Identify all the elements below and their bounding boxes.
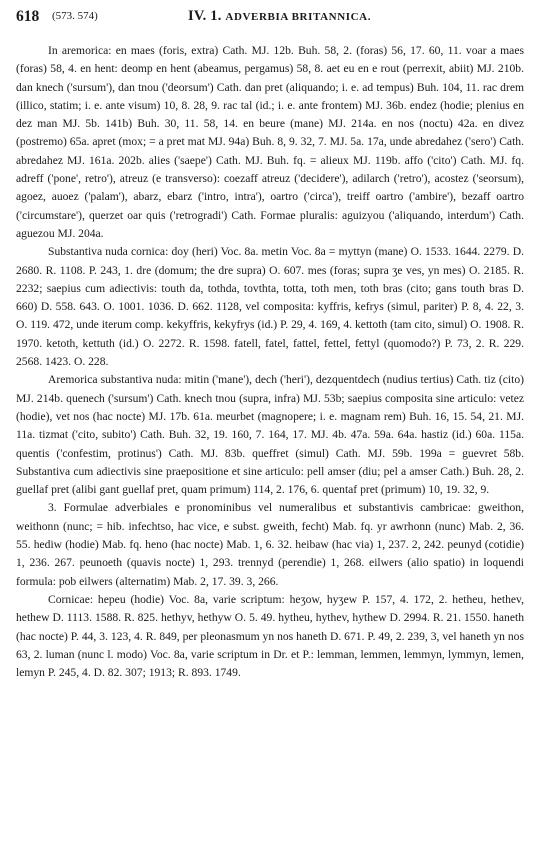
paragraph-aremorica-substantives: Aremorica substantiva nuda: mitin ('mane'), dech ('heri'), dezquentdech (nudius tertius) Cath. tiz (cito) MJ. 214b. quenech ('sursum') Cath. knech tnou (supra, infra) MJ. 53b; saepius composita sine articulo: vetez (hodie), vet nos (hac nocte) MJ. 17b. 61a. meurbet (magnopere; i. e. magnam rem) Buh. 16, 15. 54, 21. MJ. 11a. tizmat ('cito, subito') Cath. Buh. 32, 19. 160, 7. 164, 17. MJ. 4b. 47a. 59a. 64a. hastiz (id.) 60a. 115a. quentis ('confestim, protinus') Cath. MJ. 83b. queffret (simul) Cath. MJ. 59b. 199a = guevret 58b. Substantiva cum adiectivis sine praepositione et sine articulo: pell amser (diu; pel a amser Cath.) Buh. 28, 2. guellaf pret (alibi gant guellaf pret, quam primum) 114, 2. 176, 6. quentaf pret (primum) 10, 19. 32, 9. [16, 373, 524, 497]
column-reference: (573. 574) [52, 10, 98, 22]
running-title [188, 8, 371, 25]
paragraph-cambrian-formulae: 3. Formulae adverbiales e pronominibus vel numeralibus et substantivis cambricae: gweithon, weithonn (nunc; = hib. infechtso, hac vice, e subst. gweith, fecht) Mab. fq. yr awrhonn (nunc) Mab. 2, 36. 55. hediw (hodie) Mab. fq. heno (hac nocte) Mab. 1, 6. 32. heibaw (hac via) 1, 237. 2, 242. peunyd (cotidie) 1, 236. 267. peunoeth (quavis nocte) 1, 293. trennyd (perendie) 1, 268. eilwers (alio spatio) in loquendi formula: pob eilwers (alternatim) Mab. 2, 17. 39. 3, 266. [16, 501, 524, 588]
paragraph-cornish-substantives: Substantiva nuda cornica: doy (heri) Voc. 8a. metin Voc. 8a = myttyn (mane) O. 1533. 1644. 2279. D. 2680. R. 1108. P. 243, 1. dre (domum; the dre supra) O. 607. mes (foras; supra ʒe ves, yn mes) O. 2185. R. 2232; saepius cum adiectivis: touth da, tothda, tovthta, totta, toth men, toth bras (cito; gans touth bras D. 660) D. 558. 643. O. 1001. 1036. D. 662. 1128, vel composita: kyffris, kefrys (simul, pariter) P. 8, 4. 22, 3. O. 119. 472, unde iterum comp. kekyffris, kekyfrys (id.) P. 29, 4. 169, 4. kettoth (tam cito, simul) O. 1908. R. 1970. ketoth, kettuth (id.) O. 2272. R. 1598. fatell, fatel, fattel, fettel, fettyl (quomodo?) P. 73, 2. R. 229. 2568. 1423. O. 228. [16, 245, 524, 369]
text-body [16, 42, 524, 682]
page-number: 618 [16, 8, 40, 25]
paragraph-aremorica-adverbs: In aremorica: en maes (foris, extra) Cath. MJ. 12b. Buh. 58, 2. (foras) 56, 17. 60, 11. voar a maes (foras) 58, 4. en hent: deomp en hent (abeamus, pergamus) 58, 8. aet eu en e rout (perrexit, abiit) MJ. 210b. dan knech ('sursum'), dan tnou ('deorsum') Cath. dan pret (aliquando; i. e. ad tempus) Buh. 104, 11. rac drem (illico, statim; i. e. ante visum) 10, 8. 28, 9. rac tal (id.; i. e. ante frontem) MJ. 36b. endez (hodie; plenius en dez man MJ. 5b. 141b) Buh. 30, 11. 58, 14. en beure (mane) MJ. 214a. en nos (noctu) 42a. en divez (postremo) 65a. apret (mox; = a pret mat MJ. 94a) Buh. 8, 9. 32, 7. MJ. 5a. 17a, unde abredahez ('sero') Cath. abredahez MJ. 161a. 202b. alies ('saepe') Cath. MJ. Buh. fq. = alieux MJ. 119b. affo ('cito') Cath. MJ. fq. adreff ('pone', retro'), atreuz (e transverso): coezaff atreuz ('decidere'), adilarch ('retro'), acostez ('seorsum), agoez, auoez ('palam'), abarz, ebarz ('intro, intra'), oartro ('circa'), treiff oartro ('ambire'), bezaff oartro ('circumstare'), querzet oar quis ('retrogradi') Cath. Formae pluralis: aguizyou ('aliquando, interdum') Cath. aguezou MJ. 204a. [16, 44, 524, 240]
paragraph-cornish-formulae: Cornicae: hepeu (hodie) Voc. 8a, varie scriptum: heʒow, hyʒew P. 157, 4. 172, 2. hetheu, hethev, hethew D. 1113. 1588. R. 825. hethyv, hethyw O. 5. 49. hytheu, hythev, hythew D. 2994. R. 21. 1550. haneth (hac nocte) P. 44, 3. 123, 4. R. 849, per pleonasmum yn nos haneth D. 671. P. 49, 2. 239, 3, vel haneth yn nos 63, 2. luman (nunc l. modo) Voc. 8a, varie scriptum in Dr. et P.: lemman, lemmen, lemmyn, lymmyn, lemen, lemyn P. 245, 4. D. 82. 307; 1913; R. 893. 1749. [16, 592, 524, 680]
section-title: ADVERBIA BRITANNICA. [225, 11, 372, 23]
running-header [16, 8, 524, 28]
section-number: IV. 1. [188, 8, 222, 24]
